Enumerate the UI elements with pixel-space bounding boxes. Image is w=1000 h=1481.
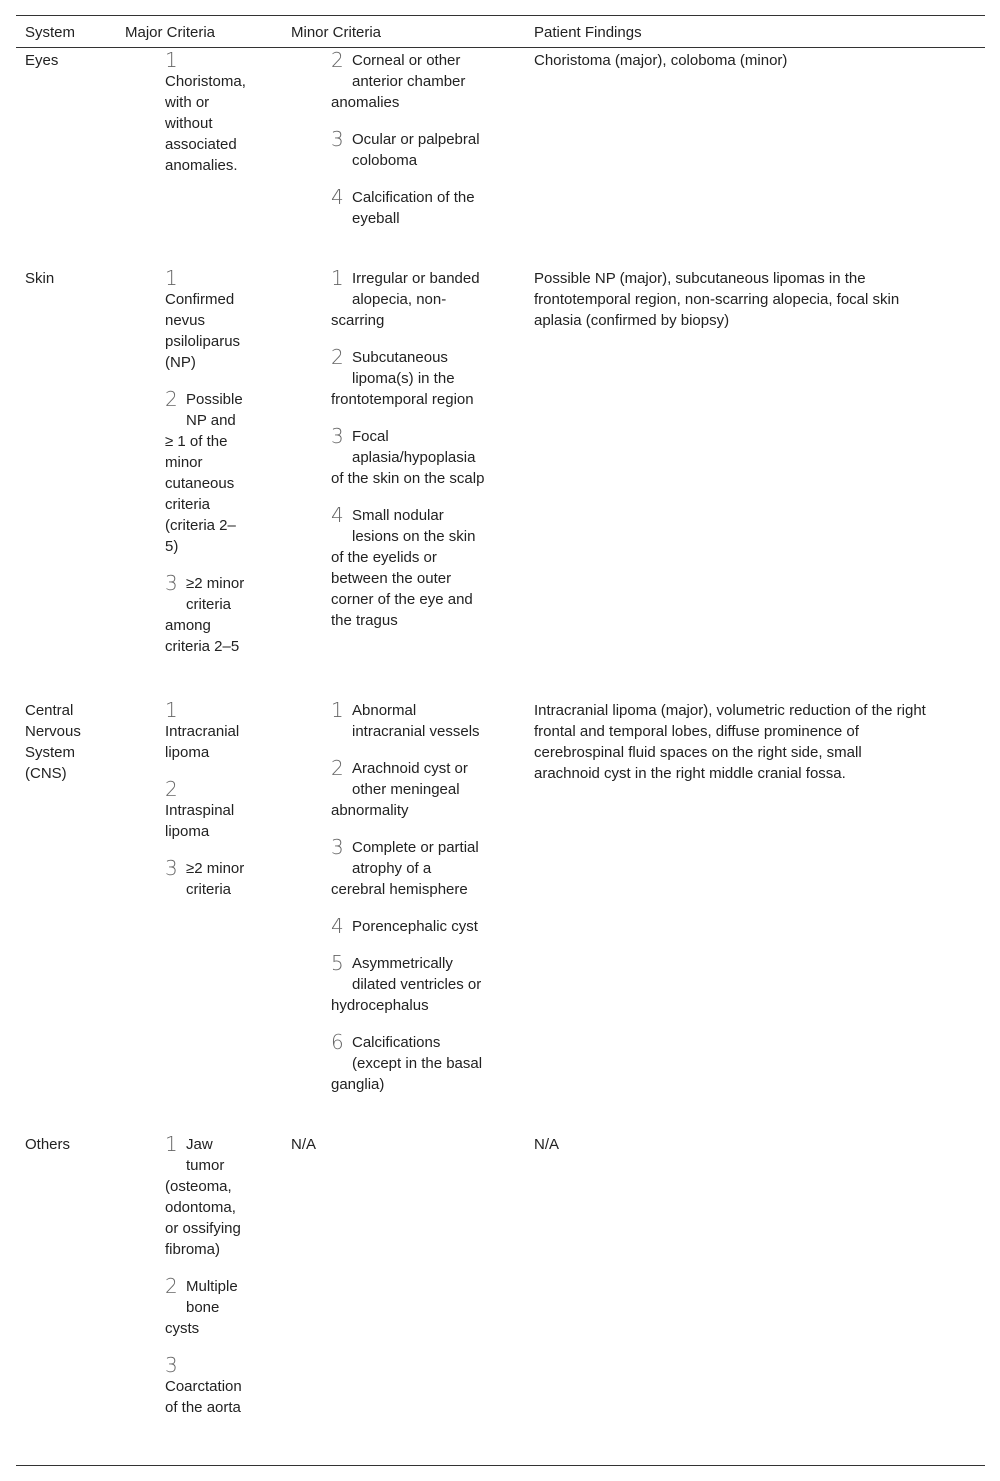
patient-findings-line: cerebrospinal fluid spaces on the right side, small	[534, 744, 862, 761]
major-criteria-number: 3	[165, 856, 178, 880]
minor-criteria-number: 3	[331, 127, 344, 151]
patient-findings-line: N/A	[534, 1136, 560, 1153]
system-cell-line: Skin	[25, 270, 55, 287]
major-criteria-text: odontoma,	[165, 1199, 236, 1216]
minor-criteria-text: Complete or partial	[352, 839, 479, 856]
major-criteria-text: or ossifying	[165, 1220, 241, 1237]
major-criteria-text: cysts	[165, 1320, 200, 1337]
major-criteria-item	[165, 389, 185, 410]
minor-criteria-item	[331, 426, 351, 447]
system-cell-line: System	[25, 744, 76, 761]
minor-criteria-text: corner of the eye and	[331, 591, 473, 608]
major-criteria-text: (NP)	[165, 354, 196, 371]
patient-findings-line: arachnoid cyst in the right middle cranial fossa.	[534, 765, 846, 782]
minor-criteria-text: hydrocephalus	[331, 997, 429, 1014]
major-criteria-text: Coarctation	[165, 1378, 242, 1395]
minor-criteria-text: Irregular or banded	[352, 270, 480, 287]
minor-criteria-number: 4	[331, 914, 344, 938]
minor-criteria-text: coloboma	[352, 152, 418, 169]
minor-criteria-item	[331, 1032, 351, 1053]
minor-criteria-text: lesions on the skin	[352, 528, 476, 545]
minor-criteria-number: 2	[331, 345, 344, 369]
major-criteria-text: (criteria 2–	[165, 517, 236, 534]
minor-criteria-na: N/A	[291, 1136, 317, 1153]
table-bottom-rule	[16, 1465, 985, 1466]
major-criteria-text: (osteoma,	[165, 1178, 232, 1195]
minor-criteria-text: alopecia, non-	[352, 291, 447, 308]
minor-criteria-text: dilated ventricles or	[352, 976, 482, 993]
patient-findings-line: frontal and temporal lobes, diffuse prominence of	[534, 723, 859, 740]
minor-criteria-text: Calcification of the	[352, 189, 475, 206]
minor-criteria-text: cerebral hemisphere	[331, 881, 468, 898]
major-criteria-text: psiloliparus	[165, 333, 241, 350]
minor-criteria-item	[331, 916, 351, 937]
major-criteria-text: bone	[186, 1299, 220, 1316]
minor-criteria-text: aplasia/hypoplasia	[352, 449, 476, 466]
minor-criteria-text: the tragus	[331, 612, 398, 629]
header-patient-findings: Patient Findings	[534, 24, 642, 41]
major-criteria-text: Choristoma,	[165, 73, 246, 90]
major-criteria-item	[165, 1134, 185, 1155]
patient-findings-line: frontotemporal region, non-scarring alopecia, focal skin	[534, 291, 900, 308]
major-criteria-text: criteria	[165, 496, 211, 513]
major-criteria-number: 3	[165, 1353, 178, 1377]
minor-criteria-text: atrophy of a	[352, 860, 432, 877]
major-criteria-text: NP and	[186, 412, 236, 429]
minor-criteria-text: Porencephalic cyst	[352, 918, 478, 935]
major-criteria-item	[165, 1355, 185, 1376]
minor-criteria-item	[331, 187, 351, 208]
major-criteria-text: lipoma	[165, 744, 210, 761]
minor-criteria-text: Abnormal	[352, 702, 417, 719]
minor-criteria-number: 4	[331, 185, 344, 209]
major-criteria-text: ≥ 1 of the	[165, 433, 228, 450]
minor-criteria-number: 3	[331, 424, 344, 448]
major-criteria-number: 2	[165, 1274, 178, 1298]
major-criteria-text: lipoma	[165, 823, 210, 840]
minor-criteria-text: of the skin on the scalp	[331, 470, 485, 487]
major-criteria-item	[165, 268, 185, 289]
minor-criteria-number: 3	[331, 835, 344, 859]
major-criteria-item	[165, 779, 185, 800]
major-criteria-number: 1	[165, 48, 178, 72]
major-criteria-text: Intraspinal	[165, 802, 235, 819]
minor-criteria-number: 5	[331, 951, 344, 975]
system-cell-line: (CNS)	[25, 765, 67, 782]
minor-criteria-text: Arachnoid cyst or	[352, 760, 468, 777]
minor-criteria-text: eyeball	[352, 210, 400, 227]
system-cell-line: Central	[25, 702, 74, 719]
major-criteria-text: among	[165, 617, 211, 634]
system-cell-line: Eyes	[25, 52, 59, 69]
major-criteria-item	[165, 1276, 185, 1297]
major-criteria-text: ≥2 minor	[186, 860, 245, 877]
minor-criteria-item	[331, 347, 351, 368]
major-criteria-text: tumor	[186, 1157, 225, 1174]
major-criteria-text: criteria 2–5	[165, 638, 240, 655]
minor-criteria-text: anomalies	[331, 94, 400, 111]
header-bottom-rule	[16, 47, 985, 48]
minor-criteria-number: 2	[331, 756, 344, 780]
major-criteria-number: 3	[165, 571, 178, 595]
major-criteria-text: Jaw	[186, 1136, 213, 1153]
major-criteria-number: 1	[165, 1132, 178, 1156]
major-criteria-text: criteria	[186, 596, 232, 613]
system-cell-line: Others	[25, 1136, 71, 1153]
major-criteria-text: of the aorta	[165, 1399, 241, 1416]
major-criteria-text: Possible	[186, 391, 243, 408]
minor-criteria-item	[331, 129, 351, 150]
patient-findings-line: Choristoma (major), coloboma (minor)	[534, 52, 788, 69]
header-system: System	[25, 24, 76, 41]
minor-criteria-item	[331, 700, 351, 721]
minor-criteria-text: lipoma(s) in the	[352, 370, 455, 387]
major-criteria-text: criteria	[186, 881, 232, 898]
major-criteria-item	[165, 50, 185, 71]
minor-criteria-text: of the eyelids or	[331, 549, 437, 566]
major-criteria-number: 2	[165, 777, 178, 801]
minor-criteria-number: 4	[331, 503, 344, 527]
minor-criteria-number: 6	[331, 1030, 344, 1054]
major-criteria-number: 1	[165, 266, 178, 290]
major-criteria-text: Multiple	[186, 1278, 238, 1295]
minor-criteria-item	[331, 505, 351, 526]
minor-criteria-text: (except in the basal	[352, 1055, 483, 1072]
minor-criteria-text: Subcutaneous	[352, 349, 448, 366]
major-criteria-item	[165, 858, 185, 879]
header-major-criteria: Major Criteria	[125, 24, 216, 41]
major-criteria-text: anomalies.	[165, 157, 238, 174]
system-cell-line: Nervous	[25, 723, 81, 740]
major-criteria-item	[165, 700, 185, 721]
minor-criteria-text: Corneal or other	[352, 52, 461, 69]
minor-criteria-text: scarring	[331, 312, 385, 329]
minor-criteria-text: frontotemporal region	[331, 391, 474, 408]
table-top-rule	[16, 15, 985, 16]
minor-criteria-text: anterior chamber	[352, 73, 466, 90]
major-criteria-text: nevus	[165, 312, 206, 329]
minor-criteria-item	[331, 268, 351, 289]
minor-criteria-text: Small nodular	[352, 507, 444, 524]
minor-criteria-text: abnormality	[331, 802, 409, 819]
major-criteria-text: with or	[165, 94, 210, 111]
major-criteria-text: associated	[165, 136, 237, 153]
major-criteria-text: fibroma)	[165, 1241, 221, 1258]
minor-criteria-number: 1	[331, 266, 344, 290]
minor-criteria-item	[331, 953, 351, 974]
minor-criteria-text: Asymmetrically	[352, 955, 453, 972]
minor-criteria-text: Ocular or palpebral	[352, 131, 480, 148]
patient-findings-line: Possible NP (major), subcutaneous lipomas in the	[534, 270, 866, 287]
minor-criteria-text: ganglia)	[331, 1076, 385, 1093]
major-criteria-number: 2	[165, 387, 178, 411]
major-criteria-text: cutaneous	[165, 475, 235, 492]
minor-criteria-text: Focal	[352, 428, 389, 445]
patient-findings-line: Intracranial lipoma (major), volumetric reduction of the right	[534, 702, 926, 719]
minor-criteria-item	[331, 50, 351, 71]
minor-criteria-number: 1	[331, 698, 344, 722]
major-criteria-text: Confirmed	[165, 291, 235, 308]
minor-criteria-item	[331, 758, 351, 779]
header-minor-criteria: Minor Criteria	[291, 24, 382, 41]
minor-criteria-text: intracranial vessels	[352, 723, 480, 740]
major-criteria-item	[165, 573, 185, 594]
major-criteria-text: Intracranial	[165, 723, 240, 740]
minor-criteria-number: 2	[331, 48, 344, 72]
major-criteria-number: 1	[165, 698, 178, 722]
major-criteria-text: ≥2 minor	[186, 575, 245, 592]
minor-criteria-text: between the outer	[331, 570, 452, 587]
minor-criteria-item	[331, 837, 351, 858]
major-criteria-text: 5)	[165, 538, 179, 555]
major-criteria-text: without	[165, 115, 213, 132]
patient-findings-line: aplasia (confirmed by biopsy)	[534, 312, 730, 329]
major-criteria-text: minor	[165, 454, 203, 471]
minor-criteria-text: Calcifications	[352, 1034, 441, 1051]
minor-criteria-text: other meningeal	[352, 781, 460, 798]
